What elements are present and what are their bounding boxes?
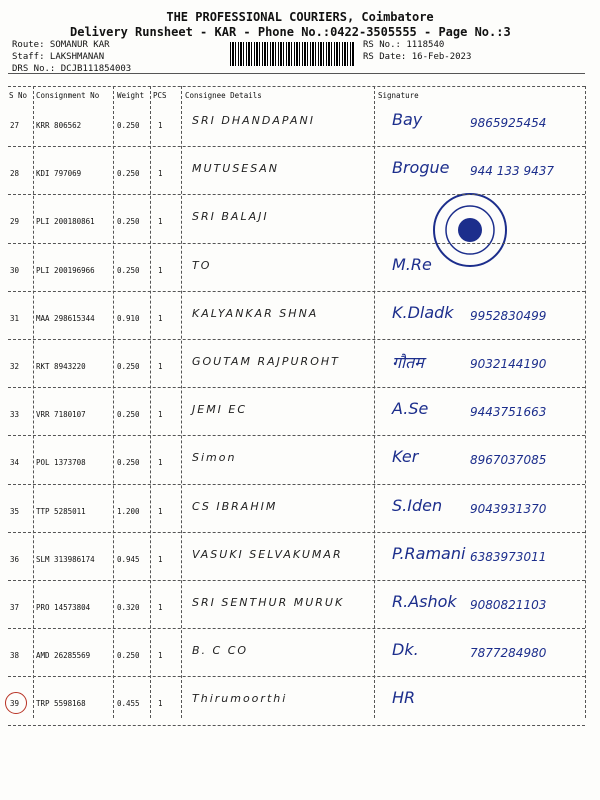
row-sno: 34 bbox=[10, 458, 20, 468]
row-weight: 0.320 bbox=[117, 603, 140, 612]
row-signature: A.Se bbox=[392, 399, 429, 419]
row-pcs: 1 bbox=[158, 265, 163, 275]
column-divider bbox=[585, 86, 586, 718]
row-consignment: PLI 200180861 bbox=[36, 217, 95, 227]
row-phone: 944 133 9437 bbox=[470, 164, 554, 179]
row-phone: 9952830499 bbox=[470, 308, 547, 323]
row-consignment: KRR 806562 bbox=[36, 121, 82, 130]
column-divider bbox=[150, 86, 151, 718]
row-separator bbox=[8, 435, 585, 436]
row-signature: P.Ramani bbox=[392, 543, 466, 563]
row-signature: HR bbox=[392, 688, 416, 708]
row-weight: 0.250 bbox=[117, 217, 140, 227]
row-pcs: 1 bbox=[158, 362, 163, 371]
sno-circle-mark bbox=[5, 692, 27, 714]
col-header-pcs: PCS bbox=[153, 91, 167, 100]
row-weight: 0.250 bbox=[117, 121, 140, 130]
row-consignment: PRO 14573804 bbox=[36, 603, 91, 612]
company-stamp bbox=[430, 190, 510, 270]
row-consignee: GOUTAM RAJPUROHT bbox=[192, 355, 340, 368]
row-separator bbox=[8, 532, 585, 533]
row-consignee: MUTUSESAN bbox=[192, 162, 279, 176]
row-phone: 8967037085 bbox=[470, 453, 547, 468]
row-sno: 39 bbox=[10, 699, 20, 709]
row-consignee: CS IBRAHIM bbox=[192, 499, 278, 513]
row-consignee: Simon bbox=[192, 451, 237, 465]
column-divider bbox=[113, 86, 114, 718]
row-consignee: SRI DHANDAPANI bbox=[192, 114, 315, 127]
row-separator bbox=[8, 243, 585, 244]
row-separator bbox=[8, 580, 585, 581]
row-sno: 28 bbox=[10, 169, 20, 179]
rs-date: RS Date: 16-Feb-2023 bbox=[363, 52, 472, 62]
row-consignment: MAA 298615344 bbox=[36, 313, 95, 323]
row-signature: Brogue bbox=[392, 158, 450, 178]
row-sno: 30 bbox=[10, 265, 20, 275]
row-separator bbox=[8, 676, 585, 677]
row-consignment: TRP 5598168 bbox=[36, 699, 86, 709]
row-phone: 9080821103 bbox=[470, 598, 547, 612]
row-pcs: 1 bbox=[158, 554, 163, 564]
row-consignment: VRR 7180107 bbox=[36, 410, 86, 420]
row-signature: Bay bbox=[392, 110, 423, 129]
row-sno: 29 bbox=[10, 217, 20, 227]
row-signature: Dk. bbox=[392, 640, 419, 660]
row-pcs: 1 bbox=[158, 410, 163, 420]
row-sno: 33 bbox=[10, 410, 20, 420]
col-header-consignment: Consignment No bbox=[36, 91, 100, 100]
row-sno: 36 bbox=[10, 554, 20, 564]
row-pcs: 1 bbox=[158, 506, 163, 516]
row-pcs: 1 bbox=[158, 169, 163, 179]
row-separator bbox=[8, 387, 585, 388]
row-signature: K.Dladk bbox=[392, 302, 454, 322]
row-weight: 0.250 bbox=[117, 265, 140, 275]
row-separator bbox=[8, 291, 585, 292]
col-header-consignee: Consignee Details bbox=[185, 91, 262, 100]
row-pcs: 1 bbox=[158, 458, 163, 468]
row-consignment: PLI 200196966 bbox=[36, 265, 95, 275]
row-consignee: SRI BALAJI bbox=[192, 210, 269, 224]
col-header-signature: Signature bbox=[378, 91, 419, 100]
col-header-weight: Weight bbox=[117, 91, 145, 100]
drs-number: DRS No.: DCJB111854003 bbox=[12, 64, 132, 74]
row-consignee: B. C CO bbox=[192, 644, 249, 658]
row-phone: 9865925454 bbox=[470, 116, 547, 130]
row-separator bbox=[8, 484, 585, 485]
row-weight: 0.250 bbox=[117, 410, 140, 420]
row-consignee: SRI SENTHUR MURUK bbox=[192, 596, 345, 609]
row-sno: 32 bbox=[10, 362, 20, 371]
runsheet-subtitle: Delivery Runsheet - KAR - Phone No.:0422-3505555 - Page No.:3 bbox=[70, 25, 511, 39]
row-signature: Ker bbox=[392, 447, 419, 467]
row-consignee: JEMI EC bbox=[192, 403, 248, 417]
row-phone: 9043931370 bbox=[470, 501, 547, 516]
column-divider bbox=[33, 86, 34, 718]
row-separator bbox=[8, 628, 585, 629]
row-phone: 9443751663 bbox=[470, 405, 547, 420]
row-consignee: TO bbox=[192, 258, 212, 272]
row-pcs: 1 bbox=[158, 121, 163, 130]
column-divider bbox=[181, 86, 182, 718]
row-sno: 38 bbox=[10, 651, 20, 661]
row-sno: 37 bbox=[10, 603, 20, 612]
row-weight: 0.455 bbox=[117, 699, 140, 709]
row-pcs: 1 bbox=[158, 217, 163, 227]
row-signature: M.Re bbox=[392, 254, 432, 274]
row-consignment: POL 1373708 bbox=[36, 458, 86, 468]
staff-label: Staff: LAKSHMANAN bbox=[12, 52, 105, 62]
route-label: Route: SOMANUR KAR bbox=[12, 40, 110, 50]
row-pcs: 1 bbox=[158, 651, 163, 661]
row-pcs: 1 bbox=[158, 699, 163, 709]
row-pcs: 1 bbox=[158, 313, 163, 323]
row-weight: 0.250 bbox=[117, 169, 140, 179]
row-consignee: VASUKI SELVAKUMAR bbox=[192, 547, 343, 561]
row-weight: 0.250 bbox=[117, 362, 140, 371]
row-separator bbox=[8, 194, 585, 195]
row-weight: 1.200 bbox=[117, 506, 140, 516]
row-phone: 9032144190 bbox=[470, 357, 547, 371]
row-consignment: TTP 5285011 bbox=[36, 506, 86, 516]
row-phone: 6383973011 bbox=[470, 549, 547, 564]
row-sno: 31 bbox=[10, 313, 20, 323]
row-pcs: 1 bbox=[158, 603, 163, 612]
row-weight: 0.250 bbox=[117, 651, 140, 661]
row-sno: 35 bbox=[10, 506, 20, 516]
row-consignment: RKT 8943220 bbox=[36, 362, 86, 371]
company-title: THE PROFESSIONAL COURIERS, Coimbatore bbox=[166, 10, 434, 24]
row-separator bbox=[8, 725, 585, 726]
header-rule bbox=[8, 73, 585, 74]
col-header-sno: S No bbox=[9, 91, 28, 100]
row-consignee: KALYANKAR SHNA bbox=[192, 306, 319, 320]
row-separator bbox=[8, 146, 585, 147]
row-weight: 0.250 bbox=[117, 458, 140, 468]
barcode bbox=[230, 42, 355, 66]
row-weight: 0.910 bbox=[117, 313, 140, 323]
row-consignment: AMD 26285569 bbox=[36, 651, 91, 661]
row-consignment: KDI 797069 bbox=[36, 169, 82, 179]
row-phone: 7877284980 bbox=[470, 646, 547, 661]
rs-number: RS No.: 1118540 bbox=[363, 40, 445, 50]
row-signature: गौतम bbox=[392, 353, 424, 372]
row-sno: 27 bbox=[10, 121, 20, 130]
row-separator bbox=[8, 339, 585, 340]
column-header-top-rule bbox=[8, 86, 585, 87]
row-signature: S.Iden bbox=[392, 495, 443, 515]
row-signature: R.Ashok bbox=[392, 592, 457, 611]
column-divider bbox=[374, 86, 375, 718]
row-consignment: SLM 313986174 bbox=[36, 554, 95, 564]
row-weight: 0.945 bbox=[117, 554, 140, 564]
row-consignee: Thirumoorthi bbox=[192, 692, 288, 706]
